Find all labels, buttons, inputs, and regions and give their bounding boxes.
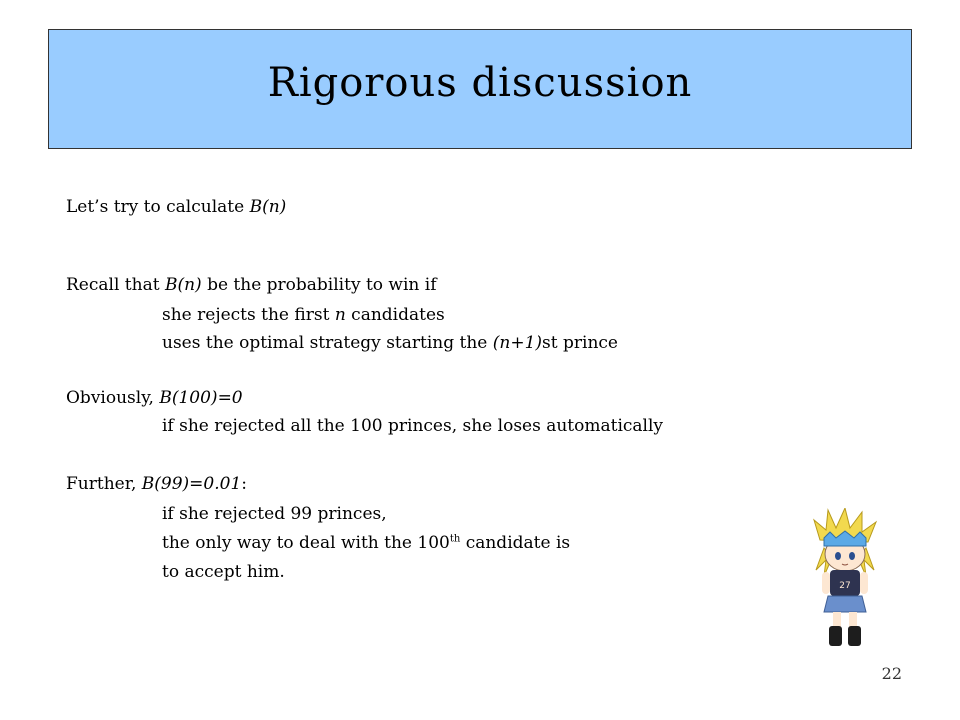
recall-sub-2-text: uses the optimal strategy starting the <box>162 333 493 353</box>
recall-sub-1-var: n <box>334 305 346 325</box>
intro-text: Let’s try to calculate <box>66 197 250 217</box>
recall-sub-1-text-end: candidates <box>345 305 445 325</box>
recall-sub-1-text: she rejects the first <box>162 305 335 325</box>
title-banner <box>48 29 912 149</box>
further-sub-2-text: the only way to deal with the 100 <box>162 533 450 553</box>
recall-sub-2-text-end: st prince <box>542 333 618 353</box>
recall-sub-1 <box>162 304 445 326</box>
recall-text: Recall that <box>66 275 165 295</box>
obviously-sub: if she rejected all the 100 princes, she loses automatically <box>162 416 664 436</box>
slide-number: 22 <box>881 664 902 683</box>
recall-formula: B(n) <box>164 275 202 295</box>
obviously-text: Obviously, <box>66 388 160 408</box>
intro-line <box>66 196 286 218</box>
princess-avatar-icon <box>812 508 878 650</box>
further-sub-2-text-end: candidate is <box>460 533 571 553</box>
further-sub-3: to accept him. <box>162 562 285 582</box>
further-colon: : <box>241 474 248 494</box>
recall-sub-2-var: (n+1) <box>492 333 543 353</box>
further-sub-1: if she rejected 99 princes, <box>162 504 387 524</box>
recall-text-end: be the probability to win if <box>201 275 437 295</box>
obviously-line <box>66 387 243 409</box>
intro-formula: B(n) <box>249 197 287 217</box>
obviously-formula: B(100)=0 <box>159 388 243 408</box>
slide-title: Rigorous discussion <box>267 60 693 106</box>
recall-sub-2 <box>162 332 618 354</box>
further-line <box>66 473 247 495</box>
recall-line <box>66 274 437 296</box>
further-sub-2 <box>162 532 570 554</box>
further-formula: B(99)=0.01 <box>141 474 242 494</box>
ordinal-suffix: th <box>449 533 461 545</box>
shirt-number: 27 <box>839 581 851 591</box>
further-text: Further, <box>66 474 142 494</box>
